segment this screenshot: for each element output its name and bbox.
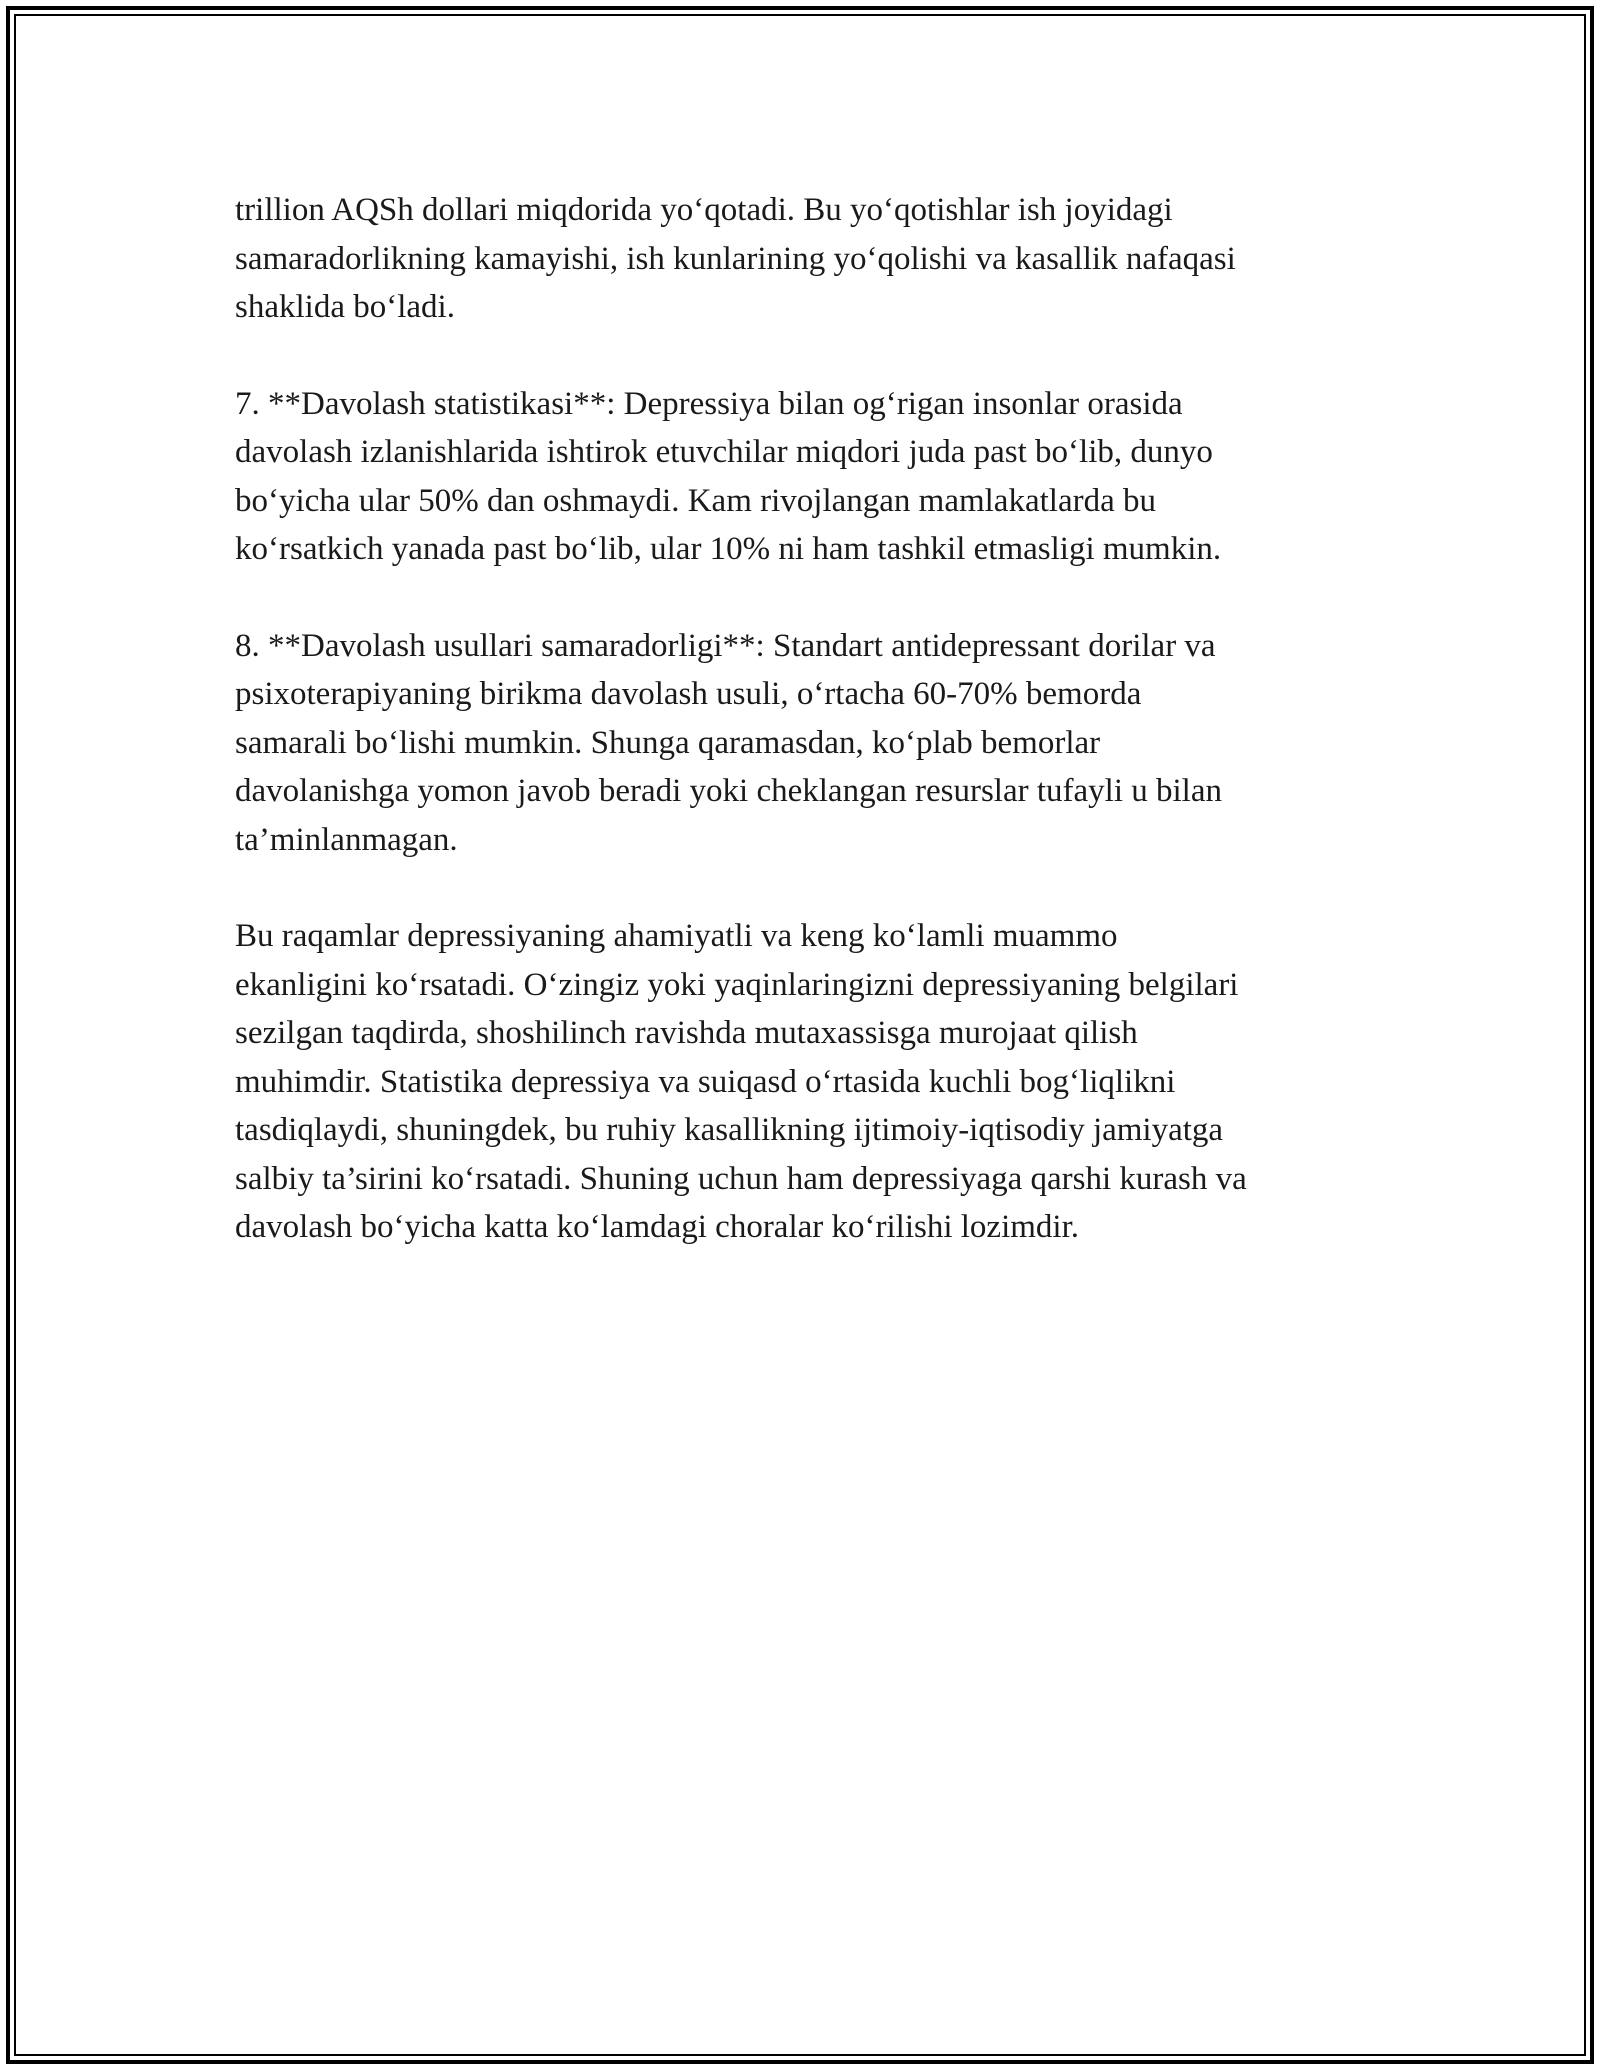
- paragraph-conclusion: Bu raqamlar depressiyaning ahamiyatli va keng ko‘lamli muammo ekanligini ko‘rsatadi. O‘zingiz yoki yaqinlaringizni depressiyaning belgilari sezilgan taqdirda, shoshilinch ravishda mutaxassisga murojaat qilish muhimdir. Statistika depressiya va suiqasd o‘rtasida kuchli bog‘liqlikni tasdiqlaydi, shuningdek, bu ruhiy kasallikning ijtimoiy-iqtisodiy jamiyatga salbiy ta’sirini ko‘rsatadi. Shuning uchun ham depressiyaga qarshi kurash va davolash bo‘yicha katta ko‘lamdagi choralar ko‘rilishi lozimdir.: [235, 918, 1247, 1245]
- paragraph-economic-loss: trillion AQSh dollari miqdorida yo‘qotadi. Bu yo‘qotishlar ish joyidagi samaradorlikning kamayishi, ish kunlarining yo‘qolishi va kasallik nafaqasi shaklida bo‘ladi.: [235, 192, 1236, 325]
- document-body: [235, 186, 1375, 1300]
- paragraph-treatment-effectiveness: 8. **Davolash usullari samaradorligi**: Standart antidepressant dorilar va psixoterapiyaning birikma davolash usuli, o‘rtacha 60-70% bemorda samarali bo‘lishi mumkin. Shunga qaramasdan, ko‘plab bemorlar davolanishga yomon javob beradi yoki cheklangan resurslar tufayli u bilan ta’minlanmagan.: [235, 627, 1222, 858]
- paragraph-treatment-statistics: 7. **Davolash statistikasi**: Depressiya bilan og‘rigan insonlar orasida davolash izlanishlarida ishtirok etuvchilar miqdori juda past bo‘lib, dunyo bo‘yicha ular 50% dan oshmaydi. Kam rivojlangan mamlakatlarda bu ko‘rsatkich yanada past bo‘lib, ular 10% ni ham tashkil etmasligi mumkin.: [235, 385, 1222, 567]
